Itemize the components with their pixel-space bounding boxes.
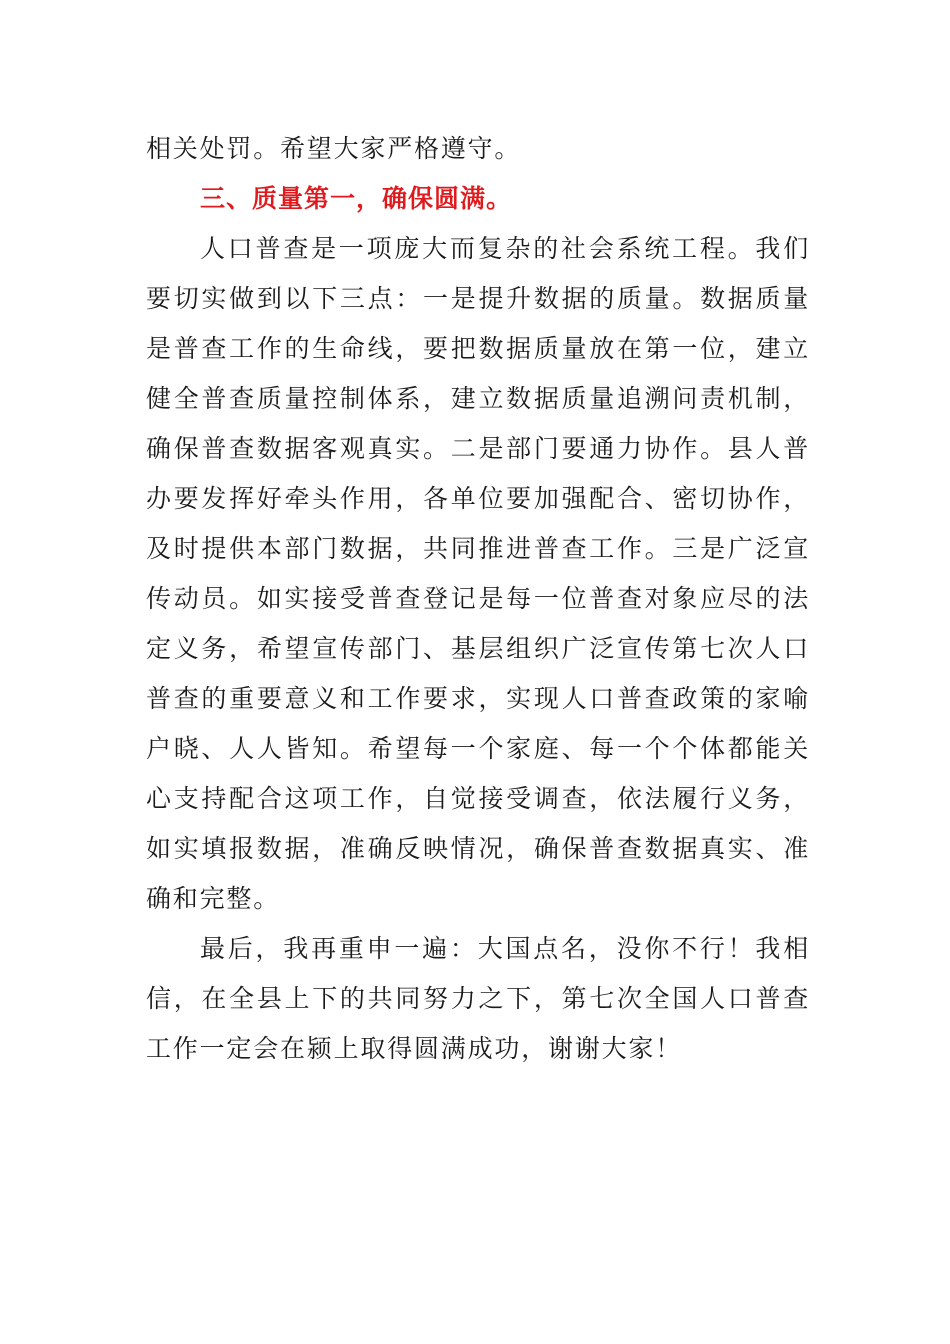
paragraph-quality: 人口普查是一项庞大而复杂的社会系统工程。我们要切实做到以下三点：一是提升数据的质量。数据质量是普查工作的生命线，要把数据质量放在第一位，建立健全普查质量控制体系，建立数据质量追溯问责机制，确保普查数据客观真实。二是部门要通力协作。县人普办要发挥好牵头作用，各单位要加强配合、密切协作，及时提供本部门数据，共同推进普查工作。三是广泛宣传动员。如实接受普查登记是每一位普查对象应尽的法定义务，希望宣传部门、基层组织广泛宣传第七次人口普查的重要意义和工作要求，实现人口普查政策的家喻户晓、人人皆知。希望每一个家庭、每一个个体都能关心支持配合这项工作，自觉接受调查，依法履行义务，如实填报数据，准确反映情况，确保普查数据真实、准确和完整。 xyxy=(146,234,810,913)
document-body xyxy=(146,124,810,1074)
paragraph-conclusion: 最后，我再重申一遍：大国点名，没你不行！我相信，在全县上下的共同努力之下，第七次全国人口普查工作一定会在颍上取得圆满成功，谢谢大家！ xyxy=(146,934,810,1063)
paragraph-closing-fragment: 相关处罚。希望大家严格遵守。 xyxy=(146,134,522,163)
section-heading: 三、质量第一，确保圆满。 xyxy=(200,184,513,213)
